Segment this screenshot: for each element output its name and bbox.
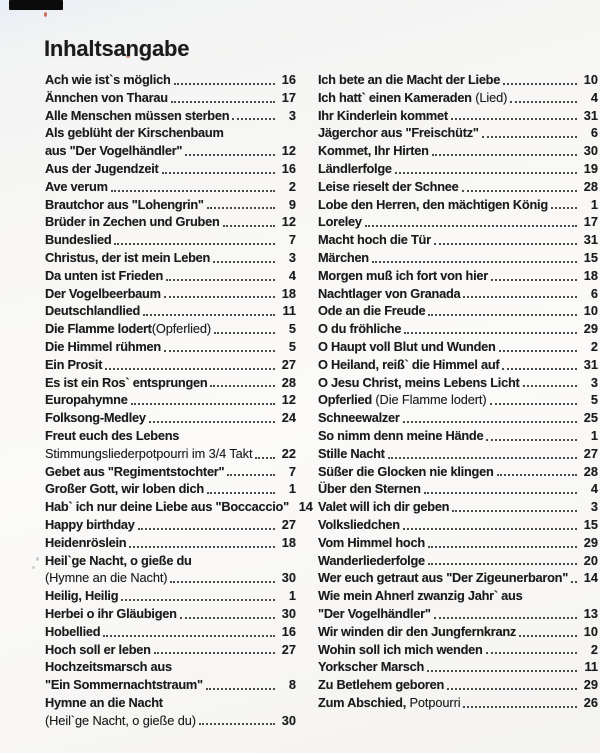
toc-entry-page: 11 <box>584 659 598 675</box>
toc-entry-title: O Haupt voll Blut und Wunden <box>318 338 496 354</box>
toc-entry-title <box>45 445 252 463</box>
toc-entry <box>45 516 296 534</box>
dot-leader <box>207 207 275 209</box>
toc-entry <box>45 374 296 392</box>
toc-entry-page: 11 <box>282 303 296 319</box>
dot-leader <box>255 457 275 459</box>
toc-entry-title: Ännchen von Tharau <box>45 89 168 105</box>
toc-entry <box>45 196 296 214</box>
toc-entry-title: Ihr Kinderlein kommet <box>318 107 448 123</box>
dot-leader <box>129 546 275 548</box>
dot-leader <box>388 457 577 459</box>
toc-entry-title: Gebet aus "Regimentstochter" <box>45 463 225 479</box>
toc-entry-page: 3 <box>288 249 296 265</box>
dot-leader <box>434 243 577 245</box>
dot-leader <box>105 368 275 370</box>
toc-entry-page: 12 <box>281 214 296 230</box>
toc-entry-title: Kommet, Ihr Hirten <box>318 143 429 159</box>
toc-entry-title: Folksong-Medley <box>45 410 146 426</box>
dot-leader <box>404 332 577 334</box>
toc-entry-subtitle: (Lied) <box>471 89 508 105</box>
toc-entry-page: 2 <box>590 338 598 354</box>
toc-entry <box>318 320 598 338</box>
toc-entry-page: 22 <box>281 445 296 461</box>
toc-entry-page: 30 <box>281 570 296 586</box>
scan-artifact-bar <box>9 0 63 10</box>
toc-column-left <box>45 71 313 729</box>
toc-entry-page: 14 <box>583 570 598 586</box>
toc-column-right <box>318 71 598 712</box>
toc-entry-title: Hobellied <box>45 623 101 639</box>
toc-entry-title: Macht hoch die Tür <box>318 232 431 248</box>
toc-entry-title: Ländlerfolge <box>318 160 392 176</box>
toc-entry-page: 10 <box>583 623 598 639</box>
toc-entry <box>45 409 296 427</box>
dot-leader <box>490 403 577 405</box>
toc-entry-page: 10 <box>583 303 598 319</box>
toc-entry-page: 1 <box>590 196 598 212</box>
dot-leader <box>223 225 275 227</box>
dot-leader <box>174 83 275 85</box>
toc-entry <box>318 160 598 178</box>
toc-entry-page: 28 <box>281 374 296 390</box>
toc-entry-title: Als geblüht der Kirschenbaum <box>45 125 224 141</box>
dot-leader <box>154 652 275 654</box>
toc-entry <box>45 587 296 605</box>
toc-entry-title: Europahymne <box>45 392 128 408</box>
toc-entry <box>45 231 296 249</box>
dot-leader <box>166 279 275 281</box>
dot-leader <box>502 368 577 370</box>
toc-entry <box>318 285 598 303</box>
toc-entry-title: Christus, der ist mein Leben <box>45 249 211 265</box>
toc-entry <box>318 445 598 463</box>
dot-leader <box>372 261 577 263</box>
dot-leader <box>497 474 577 476</box>
toc-entry-title: So nimm denn meine Hände <box>318 427 484 443</box>
toc-entry <box>318 641 598 659</box>
toc-entry-title: Wie mein Ahnerl zwanzig Jahr` aus <box>318 588 523 604</box>
toc-entry-title: Die Flamme lodert(Opferlied) <box>45 321 212 337</box>
toc-entry-title: Schneewalzer <box>318 410 400 426</box>
toc-entry <box>45 391 296 409</box>
toc-entry-page: 6 <box>590 125 598 141</box>
toc-entry-page: 30 <box>281 605 296 621</box>
toc-entry <box>45 320 296 338</box>
toc-entry-title: Süßer die Glocken nie klingen <box>318 463 494 479</box>
toc-entry-title: Aus der Jugendzeit <box>45 160 159 176</box>
toc-entry <box>45 641 296 659</box>
toc-entry-title: Wohin soll ich mich wenden <box>318 641 483 657</box>
toc-entry <box>318 658 598 676</box>
toc-entry-subtitle: Stimmungsliederpotpourri im 3/4 Takt <box>45 445 253 461</box>
toc-entry-page: 8 <box>288 677 296 693</box>
toc-entry <box>45 534 296 552</box>
toc-entry-title: Brautchor aus "Lohengrin" <box>45 196 204 212</box>
toc-entry <box>45 694 296 712</box>
toc-entry <box>318 427 598 445</box>
toc-entry-page: 7 <box>288 463 296 479</box>
toc-entry-page: 19 <box>583 160 598 176</box>
toc-entry <box>45 676 296 694</box>
toc-entry <box>318 498 598 516</box>
page-title: Inhaltsangabe <box>44 36 190 61</box>
toc-entry <box>45 480 296 498</box>
toc-entry <box>45 712 296 730</box>
toc-entry-title: Opferlied (Die Flamme lodert) <box>318 392 487 408</box>
toc-entry-title: Über den Sternen <box>318 481 421 497</box>
toc-entry-subtitle: (Opferlied) <box>151 321 212 337</box>
toc-entry-page: 3 <box>590 374 598 390</box>
dot-leader <box>185 154 275 156</box>
toc-entry-title: Ave verum <box>45 178 108 194</box>
toc-entry <box>45 463 296 481</box>
toc-entry-title: "Ein Sommernachtstraum" <box>45 677 203 693</box>
toc-entry-page: 5 <box>288 321 296 337</box>
toc-entry-page: 27 <box>281 641 296 657</box>
toc-entry-title: Da unten ist Frieden <box>45 267 164 283</box>
dot-leader <box>503 83 577 85</box>
toc-entry-title: Happy birthday <box>45 516 135 532</box>
toc-entry-title: Leise rieselt der Schnee <box>318 178 459 194</box>
toc-entry-title: Bundeslied <box>45 232 112 248</box>
toc-entry-title: Alle Menschen müssen sterben <box>45 107 230 123</box>
dot-leader <box>427 670 577 672</box>
toc-entry <box>318 302 598 320</box>
dot-leader <box>171 101 275 103</box>
toc-entry-title <box>45 569 167 587</box>
toc-entry-title: Nachtlager von Granada <box>318 285 461 301</box>
toc-entry-page: 27 <box>281 356 296 372</box>
toc-entry-page: 7 <box>288 232 296 248</box>
toc-entry-page: 27 <box>583 445 598 461</box>
toc-entry <box>45 267 296 285</box>
dot-leader <box>428 546 577 548</box>
toc-entry-page: 4 <box>288 267 296 283</box>
toc-entry-page: 6 <box>590 285 598 301</box>
toc-entry-page: 10 <box>583 72 598 87</box>
dot-leader <box>486 439 577 441</box>
dot-leader <box>486 652 577 654</box>
toc-entry-title: aus "Der Vogelhändler" <box>45 143 183 159</box>
dot-leader <box>143 314 275 316</box>
toc-entry-subtitle: (Die Flamme lodert) <box>371 392 487 408</box>
toc-entry-title: Großer Gott, wir loben dich <box>45 481 204 497</box>
toc-entry-title: Heidenröslein <box>45 534 127 550</box>
toc-entry <box>45 605 296 623</box>
toc-entry <box>318 694 598 712</box>
toc-entry-page: 29 <box>583 534 598 550</box>
dot-leader <box>452 510 577 512</box>
dot-leader <box>462 190 577 192</box>
toc-entry <box>45 623 296 641</box>
toc-entry-page: 28 <box>583 178 598 194</box>
toc-entry-page: 31 <box>583 107 598 123</box>
toc-entry-title: Die Himmel rühmen <box>45 338 161 354</box>
toc-entry-title: Brüder in Zechen und Gruben <box>45 214 220 230</box>
toc-entry <box>318 516 598 534</box>
toc-entry-title: Hoch soll er leben <box>45 641 151 657</box>
toc-entry-title: Ach wie ist`s möglich <box>45 72 171 87</box>
toc-entry-title: Deutschlandlied <box>45 303 141 319</box>
toc-entry-page: 13 <box>583 605 598 621</box>
toc-entry <box>318 107 598 125</box>
toc-entry <box>45 142 296 160</box>
toc-entry <box>45 71 296 89</box>
toc-entry <box>45 178 296 196</box>
toc-entry-page: 31 <box>583 356 598 372</box>
toc-entry <box>45 302 296 320</box>
toc-entry-title: Märchen <box>318 249 369 265</box>
toc-entry-title: Lobe den Herren, den mächtigen König <box>318 196 548 212</box>
toc-entry-title: Loreley <box>318 214 362 230</box>
dot-leader <box>571 581 577 583</box>
toc-entry <box>45 249 296 267</box>
scan-artifact-smudge <box>36 557 39 561</box>
toc-entry <box>318 480 598 498</box>
dot-leader <box>463 706 577 708</box>
dot-leader <box>213 261 275 263</box>
toc-entry-subtitle: Potpourri <box>406 694 461 710</box>
toc-entry-title: Hochzeitsmarsch aus <box>45 659 172 675</box>
dot-leader <box>491 279 577 281</box>
dot-leader <box>482 136 577 138</box>
toc-entry <box>318 569 598 587</box>
toc-entry-page: 3 <box>288 107 296 123</box>
toc-entry <box>45 213 296 231</box>
toc-entry-title: O Jesu Christ, meins Lebens Licht <box>318 374 520 390</box>
toc-entry <box>318 552 598 570</box>
toc-entry-page: 9 <box>288 196 296 212</box>
toc-entry <box>318 356 598 374</box>
toc-entry-title: O du fröhliche <box>318 321 402 337</box>
toc-entry-page: 18 <box>281 285 296 301</box>
toc-entry-title: Zu Betlehem geboren <box>318 677 445 693</box>
toc-entry-page: 12 <box>281 392 296 408</box>
toc-entry <box>318 124 598 142</box>
toc-entry-page: 18 <box>583 267 598 283</box>
toc-entry <box>318 409 598 427</box>
toc-entry <box>318 267 598 285</box>
dot-leader <box>499 350 577 352</box>
toc-entry-title: Der Vogelbeerbaum <box>45 285 161 301</box>
toc-entry-page: 2 <box>288 178 296 194</box>
toc-entry-subtitle: (Hymne an die Nacht) <box>45 570 168 586</box>
toc-entry-title: Freut euch des Lebens <box>45 427 180 443</box>
dot-leader <box>170 581 275 583</box>
toc-entry-title: Es ist ein Ros` entsprungen <box>45 374 208 390</box>
toc-entry <box>318 623 598 641</box>
toc-entry-page: 5 <box>590 392 598 408</box>
dot-leader <box>199 723 275 725</box>
dot-leader <box>210 385 275 387</box>
dot-leader <box>447 688 577 690</box>
dot-leader <box>434 617 577 619</box>
toc-entry <box>45 498 313 516</box>
toc-entry <box>318 71 598 89</box>
toc-entry-page: 30 <box>281 712 296 728</box>
toc-entry-title: Valet will ich dir geben <box>318 499 450 515</box>
dot-leader <box>164 296 275 298</box>
dot-leader <box>424 492 577 494</box>
dot-leader <box>206 688 275 690</box>
dot-leader <box>403 528 577 530</box>
toc-entry-title: Vom Himmel hoch <box>318 534 425 550</box>
dot-leader <box>432 154 577 156</box>
toc-entry-title <box>45 712 196 730</box>
toc-entry <box>318 89 598 107</box>
toc-entry-page: 3 <box>590 499 598 515</box>
dot-leader <box>403 421 577 423</box>
toc-entry-page: 29 <box>583 321 598 337</box>
dot-leader <box>214 332 275 334</box>
toc-entry-title: Morgen muß ich fort von hier <box>318 267 489 283</box>
toc-entry-page: 5 <box>288 338 296 354</box>
toc-entry-page: 2 <box>590 641 598 657</box>
toc-entry <box>45 552 296 570</box>
dot-leader <box>523 385 577 387</box>
toc-entry-page: 30 <box>583 143 598 159</box>
toc-entry <box>318 213 598 231</box>
toc-entry <box>45 569 296 587</box>
toc-entry-title: "Der Vogelhändler" <box>318 605 431 621</box>
toc-entry-page: 4 <box>590 481 598 497</box>
toc-entry <box>318 605 598 623</box>
dot-leader <box>164 350 275 352</box>
toc-entry-page: 20 <box>583 552 598 568</box>
dot-leader <box>138 528 275 530</box>
dot-leader <box>232 118 275 120</box>
dot-leader <box>114 243 275 245</box>
toc-entry-page: 29 <box>583 677 598 693</box>
toc-entry <box>318 463 598 481</box>
dot-leader <box>519 635 577 637</box>
toc-entry <box>318 142 598 160</box>
dot-leader <box>111 190 275 192</box>
toc-entry-page: 16 <box>281 623 296 639</box>
dot-leader <box>121 599 275 601</box>
toc-entry <box>45 285 296 303</box>
toc-entry <box>318 178 598 196</box>
toc-entry <box>45 107 296 125</box>
dot-leader <box>180 617 275 619</box>
scan-artifact-smudge <box>32 566 35 569</box>
toc-entry-page: 12 <box>281 143 296 159</box>
dot-leader <box>510 101 577 103</box>
toc-entry <box>318 338 598 356</box>
toc-entry <box>45 356 296 374</box>
dot-leader <box>463 296 577 298</box>
toc-entry <box>318 231 598 249</box>
toc-entry-page: 15 <box>583 516 598 532</box>
dot-leader <box>428 314 577 316</box>
toc-entry-page: 1 <box>288 481 296 497</box>
toc-entry-page: 31 <box>583 232 598 248</box>
toc-entry-page: 14 <box>298 499 313 515</box>
toc-entry <box>318 534 598 552</box>
toc-entry-page: 1 <box>590 427 598 443</box>
toc-entry-title: Wer euch getraut aus "Der Zigeunerbaron" <box>318 570 569 586</box>
toc-entry-title: Yorkscher Marsch <box>318 659 425 675</box>
dot-leader <box>395 172 577 174</box>
toc-entry-page: 25 <box>583 410 598 426</box>
toc-entry-title: Stille Nacht <box>318 445 385 461</box>
dot-leader <box>131 403 275 405</box>
toc-entry <box>318 587 598 605</box>
toc-entry <box>45 658 296 676</box>
toc-entry-page: 1 <box>288 588 296 604</box>
toc-entry <box>318 196 598 214</box>
toc-entry-page: 24 <box>281 410 296 426</box>
toc-entry-subtitle: (Heil`ge Nacht, o gieße du) <box>45 712 196 728</box>
toc-entry-title: Ode an die Freude <box>318 303 426 319</box>
toc-entry-title: Wanderliederfolge <box>318 552 425 568</box>
toc-entry <box>45 427 296 445</box>
toc-entry-page: 16 <box>281 160 296 176</box>
toc-entry-page: 27 <box>281 516 296 532</box>
toc-entry <box>318 676 598 694</box>
dot-leader <box>227 474 275 476</box>
toc-entry-title: Hymne an die Nacht <box>45 694 163 710</box>
toc-entry-page: 17 <box>583 214 598 230</box>
toc-entry-page: 28 <box>583 463 598 479</box>
toc-entry-page: 4 <box>590 89 598 105</box>
toc-entry-title: Ein Prosit <box>45 356 103 372</box>
toc-entry-title: Hab` ich nur deine Liebe aus "Boccaccio" <box>45 499 289 515</box>
toc-entry-page: 18 <box>281 534 296 550</box>
toc-entry <box>45 89 296 107</box>
toc-entry-title: Zum Abschied, Potpourri <box>318 694 461 710</box>
toc-entry-page: 16 <box>281 72 296 87</box>
dot-leader <box>365 225 577 227</box>
dot-leader <box>451 118 577 120</box>
toc-entry <box>318 249 598 267</box>
toc-entry <box>45 445 296 463</box>
scan-artifact-speck <box>44 12 47 17</box>
dot-leader <box>551 207 577 209</box>
toc-entry <box>45 124 296 142</box>
toc-entry-page: 26 <box>583 694 598 710</box>
toc-entry <box>45 338 296 356</box>
toc-entry-title: Heilig, Heilig <box>45 588 119 604</box>
dot-leader <box>149 421 275 423</box>
toc-entry-page: 15 <box>583 249 598 265</box>
toc-entry-title: Volksliedchen <box>318 516 400 532</box>
dot-leader <box>428 563 577 565</box>
toc-entry-title: Wir winden dir den Jungfernkranz <box>318 623 517 639</box>
toc-entry-title: Ich bete an die Macht der Liebe <box>318 72 501 87</box>
toc-entry-title: O Heiland, reiß` die Himmel auf <box>318 356 500 372</box>
toc-entry <box>318 391 598 409</box>
dot-leader <box>207 492 275 494</box>
toc-entry-title: Jägerchor aus "Freischütz" <box>318 125 479 141</box>
toc-entry-title: Herbei o ihr Gläubigen <box>45 605 177 621</box>
toc-entry <box>318 374 598 392</box>
dot-leader <box>103 635 275 637</box>
toc-entry-title: Heil`ge Nacht, o gieße du <box>45 552 192 568</box>
toc-entry <box>45 160 296 178</box>
toc-entry-title: Ich hatt` einen Kameraden (Lied) <box>318 89 508 105</box>
dot-leader <box>162 172 275 174</box>
toc-entry-page: 17 <box>281 89 296 105</box>
